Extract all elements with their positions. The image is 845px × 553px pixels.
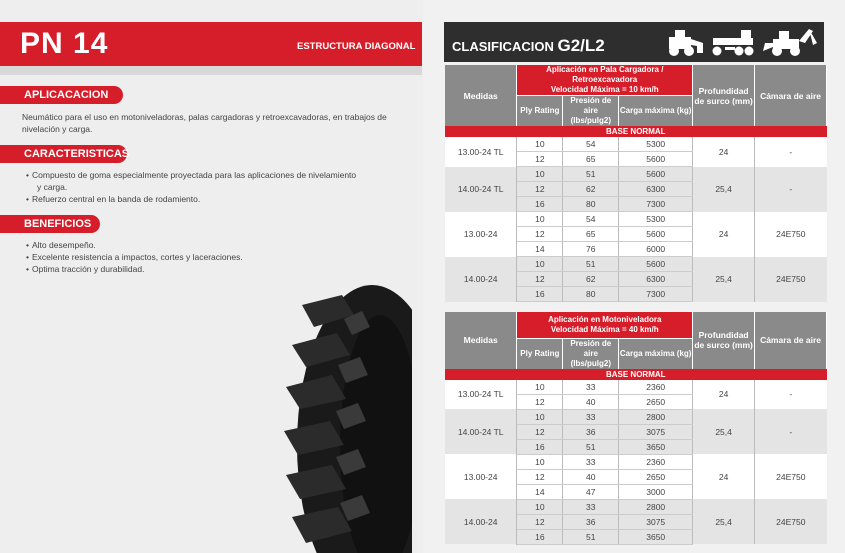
spec-table-motoniveladora [445, 312, 827, 545]
carga-cell: 5600 [619, 257, 693, 272]
medida-cell: 13.00-24 [445, 212, 517, 257]
carga-cell: 7300 [619, 287, 693, 302]
base-normal-label: BASE NORMAL [445, 126, 827, 137]
header-ply: Ply Rating [517, 338, 563, 369]
camara-cell: 24E750 [755, 257, 827, 302]
carga-cell: 6000 [619, 242, 693, 257]
camara-cell: 24E750 [755, 499, 827, 544]
ply-cell: 12 [517, 152, 563, 167]
ply-cell: 12 [517, 469, 563, 484]
table-row [445, 212, 827, 227]
aplicacion-text-2: nivelación y carga. [22, 124, 93, 134]
carga-cell: 5300 [619, 137, 693, 152]
presion-cell: 36 [563, 424, 619, 439]
carga-cell: 2650 [619, 394, 693, 409]
aplicacion-text-1: Neumático para el uso en motoniveladoras, palas cargadoras y retroexcavadoras, en trabajos de [22, 112, 387, 122]
profundidad-cell: 24 [693, 454, 755, 499]
tire-image [262, 275, 412, 553]
carga-cell: 3650 [619, 529, 693, 544]
presion-cell: 40 [563, 394, 619, 409]
presion-cell: 40 [563, 469, 619, 484]
application-speed: Velocidad Máxima = 10 km/h [550, 85, 659, 94]
size-group [445, 167, 827, 212]
table-row [445, 380, 827, 395]
presion-cell: 65 [563, 227, 619, 242]
medida-cell: 14.00-24 [445, 257, 517, 302]
ply-cell: 10 [517, 454, 563, 469]
ply-cell: 10 [517, 137, 563, 152]
profundidad-cell: 25,4 [693, 167, 755, 212]
backhoe-icon [763, 29, 817, 56]
caracteristicas-bullet-2: • Refuerzo central en la banda de rodamiento. [32, 193, 200, 205]
right-page [423, 0, 845, 553]
camara-cell: 24E750 [755, 212, 827, 257]
carga-cell: 6300 [619, 272, 693, 287]
header-medidas: Medidas [445, 65, 517, 126]
caracteristicas-bullet-1: • Compuesto de goma especialmente proyectada para las aplicaciones de nivelamiento [32, 169, 356, 181]
medida-cell: 14.00-24 TL [445, 409, 517, 454]
presion-cell: 51 [563, 439, 619, 454]
structure-subtitle: ESTRUCTURA DIAGONAL [297, 41, 416, 52]
header-camara: Cámara de aire [755, 312, 827, 369]
carga-cell: 2650 [619, 469, 693, 484]
header-application [517, 312, 693, 338]
camara-cell: - [755, 409, 827, 454]
medida-cell: 13.00-24 TL [445, 380, 517, 410]
presion-cell: 33 [563, 454, 619, 469]
carga-cell: 7300 [619, 197, 693, 212]
presion-cell: 51 [563, 167, 619, 182]
presion-cell: 65 [563, 152, 619, 167]
title-bar [0, 22, 422, 66]
beneficios-bullet-3: • Optima tracción y durabilidad. [32, 263, 144, 275]
classification-code: G2/L2 [557, 36, 605, 55]
size-group [445, 409, 827, 454]
classification-label: CLASIFICACION [452, 39, 554, 54]
ply-cell: 10 [517, 257, 563, 272]
presion-cell: 80 [563, 287, 619, 302]
section-heading-caracteristicas: CARACTERISTICAS [0, 145, 127, 163]
ply-cell: 14 [517, 242, 563, 257]
left-page [0, 0, 422, 553]
loader-icon [669, 30, 703, 56]
profundidad-cell: 24 [693, 212, 755, 257]
camara-cell: - [755, 167, 827, 212]
presion-cell: 76 [563, 242, 619, 257]
size-group [445, 499, 827, 544]
medida-cell: 14.00-24 [445, 499, 517, 544]
camara-cell: - [755, 137, 827, 167]
ply-cell: 10 [517, 499, 563, 514]
classification-title [452, 36, 605, 56]
presion-cell: 51 [563, 257, 619, 272]
carga-cell: 3075 [619, 514, 693, 529]
ply-cell: 12 [517, 227, 563, 242]
header-carga: Carga máxima (kg) [619, 338, 693, 369]
ply-cell: 16 [517, 529, 563, 544]
table-row [445, 167, 827, 182]
table-row [445, 499, 827, 514]
ply-cell: 10 [517, 212, 563, 227]
profundidad-cell: 25,4 [693, 257, 755, 302]
carga-cell: 5300 [619, 212, 693, 227]
ply-cell: 14 [517, 484, 563, 499]
carga-cell: 2800 [619, 409, 693, 424]
profundidad-cell: 24 [693, 380, 755, 410]
medida-cell: 14.00-24 TL [445, 167, 517, 212]
profundidad-cell: 24 [693, 137, 755, 167]
header-presion: Presión de aire (lbs/pulg2) [563, 338, 619, 369]
presion-cell: 33 [563, 499, 619, 514]
carga-cell: 5600 [619, 152, 693, 167]
ply-cell: 10 [517, 409, 563, 424]
section-heading-aplicacion: APLICACACION [0, 86, 123, 104]
spec-table-pala [445, 65, 827, 302]
presion-cell: 62 [563, 272, 619, 287]
table-row [445, 409, 827, 424]
medida-cell: 13.00-24 [445, 454, 517, 499]
table-row [445, 257, 827, 272]
table-row [445, 454, 827, 469]
beneficios-bullet-1: • Alto desempeño. [32, 239, 96, 251]
camara-cell: 24E750 [755, 454, 827, 499]
header-ply: Ply Rating [517, 96, 563, 127]
classification-bar [444, 22, 824, 62]
header-carga: Carga máxima (kg) [619, 96, 693, 127]
profundidad-cell: 25,4 [693, 409, 755, 454]
presion-cell: 80 [563, 197, 619, 212]
size-group [445, 257, 827, 302]
header-presion: Presión de aire (lbs/pulg2) [563, 96, 619, 127]
header-medidas: Medidas [445, 312, 517, 369]
section-heading-beneficios: BENEFICIOS [0, 215, 100, 233]
ply-cell: 12 [517, 272, 563, 287]
header-camara: Cámara de aire [755, 65, 827, 126]
size-group [445, 212, 827, 257]
caracteristicas-bullet-1-cont: y carga. [37, 182, 68, 192]
ply-cell: 16 [517, 197, 563, 212]
header-profundidad: Profundidad de surco (mm) [693, 312, 755, 369]
presion-cell: 33 [563, 380, 619, 395]
carga-cell: 3000 [619, 484, 693, 499]
ply-cell: 12 [517, 394, 563, 409]
application-title: Aplicación en Pala Cargadora / Retroexcavadora [546, 65, 664, 84]
table-row [445, 137, 827, 152]
application-speed: Velocidad Máxima = 40 km/h [550, 324, 659, 334]
base-normal-label: BASE NORMAL [445, 369, 827, 380]
presion-cell: 33 [563, 409, 619, 424]
presion-cell: 47 [563, 484, 619, 499]
carga-cell: 2360 [619, 454, 693, 469]
carga-cell: 3075 [619, 424, 693, 439]
size-group [445, 380, 827, 410]
camara-cell: - [755, 380, 827, 410]
grader-icon [713, 30, 754, 56]
header-profundidad: Profundidad de surco (mm) [693, 65, 755, 126]
ply-cell: 10 [517, 380, 563, 395]
beneficios-bullet-2: • Excelente resistencia a impactos, cortes y laceraciones. [32, 251, 243, 263]
ply-cell: 12 [517, 514, 563, 529]
carga-cell: 6300 [619, 182, 693, 197]
presion-cell: 54 [563, 212, 619, 227]
ply-cell: 12 [517, 424, 563, 439]
header-application [517, 65, 693, 96]
carga-cell: 3650 [619, 439, 693, 454]
carga-cell: 2360 [619, 380, 693, 395]
profundidad-cell: 25,4 [693, 499, 755, 544]
size-group [445, 454, 827, 499]
machinery-icons [661, 25, 821, 59]
carga-cell: 5600 [619, 167, 693, 182]
presion-cell: 36 [563, 514, 619, 529]
ply-cell: 10 [517, 167, 563, 182]
application-title: Aplicación en Motoniveladora [548, 314, 662, 324]
divider-strip [0, 66, 422, 75]
presion-cell: 51 [563, 529, 619, 544]
carga-cell: 2800 [619, 499, 693, 514]
ply-cell: 16 [517, 287, 563, 302]
ply-cell: 12 [517, 182, 563, 197]
ply-cell: 16 [517, 439, 563, 454]
size-group [445, 137, 827, 167]
medida-cell: 13.00-24 TL [445, 137, 517, 167]
carga-cell: 5600 [619, 227, 693, 242]
presion-cell: 54 [563, 137, 619, 152]
presion-cell: 62 [563, 182, 619, 197]
product-title: PN 14 [20, 27, 109, 60]
